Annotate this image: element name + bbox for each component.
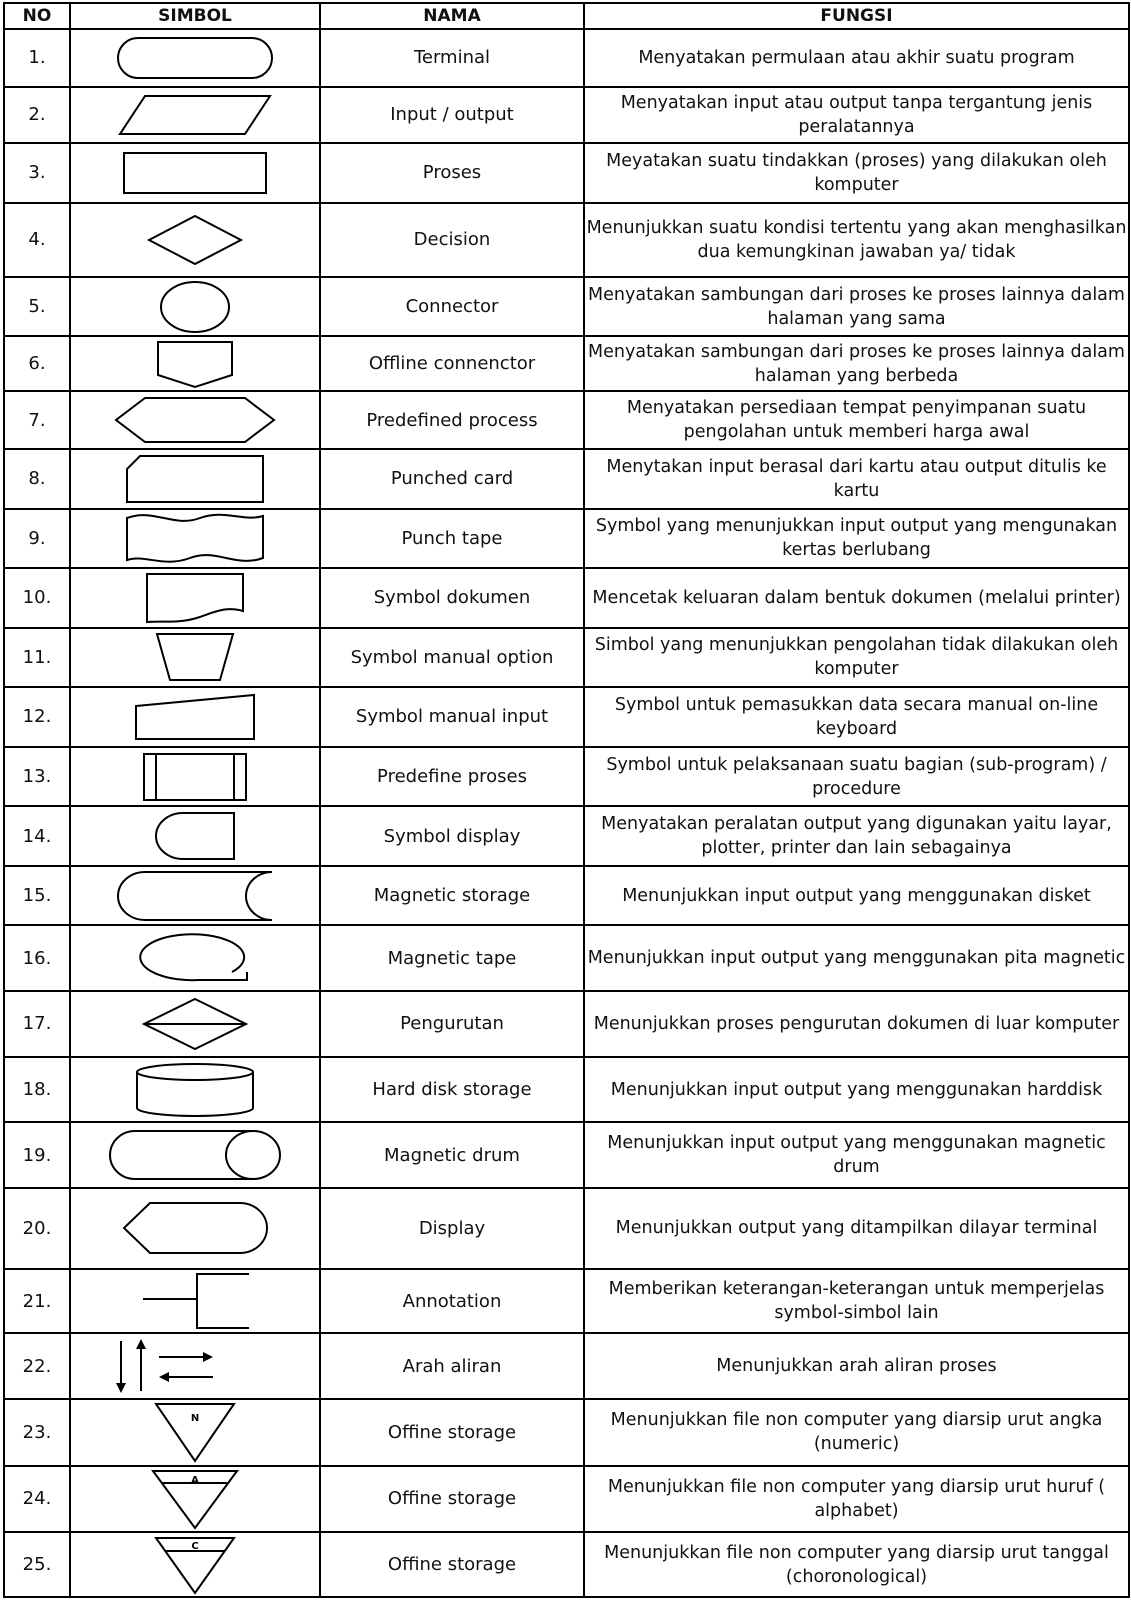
hard-disk-icon: [133, 1061, 257, 1119]
symbol-name: Punch tape: [320, 509, 584, 569]
symbol-name: Proses: [320, 143, 584, 203]
table-row: [4, 568, 1129, 628]
table-row: [4, 866, 1129, 926]
table-row: [4, 628, 1129, 688]
symbol-function: Meyatakan suatu tindakkan (proses) yang dilakukan oleh komputer: [584, 143, 1129, 203]
symbol-cell: [70, 866, 320, 926]
table-row: [4, 203, 1129, 278]
symbol-function: Menunjukkan input output yang menggunakan magnetic drum: [584, 1122, 1129, 1188]
table-row: [4, 806, 1129, 866]
symbol-function: Symbol yang menunjukkan input output yang mengunakan kertas berlubang: [584, 509, 1129, 569]
process-icon: [110, 150, 280, 196]
symbol-cell: [70, 568, 320, 628]
flow-arrows-icon: [115, 1337, 217, 1395]
magnetic-drum-icon: [107, 1128, 283, 1182]
symbol-cell: [70, 87, 320, 144]
offline-storage-a-icon: [150, 1468, 240, 1530]
symbol-name: Offine storage: [320, 1466, 584, 1533]
symbol-cell: [70, 806, 320, 866]
offline-storage-c-icon: [153, 1535, 237, 1595]
header-nama: NAMA: [320, 3, 584, 29]
storage-label: C: [191, 1540, 199, 1552]
terminal-icon: [110, 35, 280, 81]
symbol-function: Menyatakan sambungan dari proses ke proses lainnya dalam halaman yang sama: [584, 277, 1129, 336]
symbol-cell: [70, 277, 320, 336]
symbol-cell: [70, 1532, 320, 1597]
decision-icon: [145, 213, 245, 267]
row-number: 24.: [4, 1466, 70, 1533]
offline-storage-n-icon: [153, 1401, 237, 1463]
connector-icon: [158, 280, 232, 334]
row-number: 18.: [4, 1057, 70, 1123]
offpage-connector-icon: [155, 339, 235, 389]
symbol-name: Connector: [320, 277, 584, 336]
table-row: [4, 143, 1129, 203]
row-number: 5.: [4, 277, 70, 336]
row-number: 6.: [4, 336, 70, 392]
row-number: 23.: [4, 1399, 70, 1466]
symbol-function: Symbol untuk pelaksanaan suatu bagian (sub-program) / procedure: [584, 747, 1129, 807]
row-number: 4.: [4, 203, 70, 278]
table-row: [4, 1399, 1129, 1466]
table-row: [4, 991, 1129, 1057]
symbol-name: Symbol dokumen: [320, 568, 584, 628]
symbol-cell: [70, 1057, 320, 1123]
storage-label: A: [191, 1474, 199, 1486]
symbol-name: Annotation: [320, 1269, 584, 1334]
table-row: [4, 449, 1129, 509]
symbol-function: Menunjukkan proses pengurutan dokumen di luar komputer: [584, 991, 1129, 1057]
table-row: [4, 1532, 1129, 1597]
table-row: [4, 391, 1129, 449]
symbol-name: Decision: [320, 203, 584, 278]
header-fungsi: FUNGSI: [584, 3, 1129, 29]
symbol-cell: [70, 1188, 320, 1269]
row-number: 3.: [4, 143, 70, 203]
table-row: [4, 1466, 1129, 1533]
symbol-cell: [70, 1269, 320, 1334]
table-row: [4, 1269, 1129, 1334]
symbol-cell: [70, 1466, 320, 1533]
row-number: 22.: [4, 1333, 70, 1399]
symbol-function: Menunjukkan suatu kondisi tertentu yang akan menghasilkan dua kemungkinan jawaban ya/ tidak: [584, 203, 1129, 278]
table-row: [4, 1333, 1129, 1399]
symbol-cell: [70, 925, 320, 991]
symbol-cell: [70, 449, 320, 509]
table-row: [4, 747, 1129, 807]
symbol-cell: [70, 509, 320, 569]
symbol-function: Menytakan input berasal dari kartu atau output ditulis ke kartu: [584, 449, 1129, 509]
row-number: 19.: [4, 1122, 70, 1188]
row-number: 17.: [4, 991, 70, 1057]
table-row: [4, 277, 1129, 336]
manual-operation-icon: [154, 631, 236, 683]
document-icon: [143, 571, 247, 625]
symbol-cell: [70, 143, 320, 203]
row-number: 11.: [4, 628, 70, 688]
row-number: 9.: [4, 509, 70, 569]
symbol-name: Offline connenctor: [320, 336, 584, 392]
table-row: [4, 1188, 1129, 1269]
symbol-name: Symbol manual option: [320, 628, 584, 688]
symbol-function: Menunjukkan input output yang menggunakan harddisk: [584, 1057, 1129, 1123]
sort-icon: [140, 996, 250, 1052]
symbol-name: Offine storage: [320, 1532, 584, 1597]
symbol-function: Menunjukkan output yang ditampilkan dilayar terminal: [584, 1188, 1129, 1269]
symbol-function: Menyatakan input atau output tanpa tergantung jenis peralatannya: [584, 87, 1129, 144]
table-row: [4, 509, 1129, 569]
symbol-cell: [70, 687, 320, 747]
header-no: NO: [4, 3, 70, 29]
symbol-function: Simbol yang menunjukkan pengolahan tidak dilakukan oleh komputer: [584, 628, 1129, 688]
table-row: [4, 87, 1129, 144]
row-number: 25.: [4, 1532, 70, 1597]
symbol-name: Symbol manual input: [320, 687, 584, 747]
symbol-cell: [70, 29, 320, 87]
symbol-function: Menunjukkan file non computer yang diarsip urut huruf ( alphabet): [584, 1466, 1129, 1533]
manual-input-icon: [133, 692, 257, 742]
header-simbol: SIMBOL: [70, 3, 320, 29]
symbol-function: Menyatakan persediaan tempat penyimpanan suatu pengolahan untuk memberi harga awal: [584, 391, 1129, 449]
row-number: 15.: [4, 866, 70, 926]
symbol-function: Menyatakan sambungan dari proses ke proses lainnya dalam halaman yang berbeda: [584, 336, 1129, 392]
table-row: [4, 1122, 1129, 1188]
symbol-name: Magnetic tape: [320, 925, 584, 991]
symbol-cell: [70, 1122, 320, 1188]
row-number: 2.: [4, 87, 70, 144]
magnetic-storage-icon: [115, 869, 275, 923]
row-number: 21.: [4, 1269, 70, 1334]
row-number: 10.: [4, 568, 70, 628]
hexagon-icon: [113, 395, 277, 445]
display-icon: [120, 1200, 270, 1256]
symbol-function: Menunjukkan input output yang menggunakan pita magnetic: [584, 925, 1129, 991]
symbol-name: Arah aliran: [320, 1333, 584, 1399]
row-number: 20.: [4, 1188, 70, 1269]
table-row: [4, 1057, 1129, 1123]
symbol-cell: [70, 336, 320, 392]
symbol-name: Pengurutan: [320, 991, 584, 1057]
symbol-function: Memberikan keterangan-keterangan untuk memperjelas symbol-simbol lain: [584, 1269, 1129, 1334]
table-row: [4, 29, 1129, 87]
symbol-cell: [70, 991, 320, 1057]
symbol-name: Predefine proses: [320, 747, 584, 807]
punch-tape-icon: [124, 510, 266, 566]
predefined-process-icon: [141, 751, 249, 803]
symbol-name: Punched card: [320, 449, 584, 509]
symbol-cell: [70, 203, 320, 278]
symbol-cell: [70, 628, 320, 688]
symbol-function: Symbol untuk pemasukkan data secara manual on-line keyboard: [584, 687, 1129, 747]
row-number: 14.: [4, 806, 70, 866]
table-row: [4, 925, 1129, 991]
symbol-cell: [70, 391, 320, 449]
table-header-row: [4, 3, 1129, 29]
symbol-name: Magnetic storage: [320, 866, 584, 926]
symbol-name: Terminal: [320, 29, 584, 87]
symbol-name: Display: [320, 1188, 584, 1269]
symbol-function: Menunjukkan file non computer yang diarsip urut angka (numeric): [584, 1399, 1129, 1466]
symbol-cell: [70, 747, 320, 807]
table-row: [4, 687, 1129, 747]
row-number: 12.: [4, 687, 70, 747]
symbol-function: Menyatakan permulaan atau akhir suatu program: [584, 29, 1129, 87]
symbol-function: Menunjukkan file non computer yang diarsip urut tanggal (choronological): [584, 1532, 1129, 1597]
symbol-cell: [70, 1399, 320, 1466]
symbol-name: Input / output: [320, 87, 584, 144]
symbol-function: Menunjukkan input output yang menggunakan disket: [584, 866, 1129, 926]
symbol-name: Predefined process: [320, 391, 584, 449]
symbol-cell: [70, 1333, 320, 1399]
symbol-function: Mencetak keluaran dalam bentuk dokumen (melalui printer): [584, 568, 1129, 628]
symbol-name: Magnetic drum: [320, 1122, 584, 1188]
symbol-function: Menyatakan peralatan output yang digunakan yaitu layar, plotter, printer dan lain sebagainya: [584, 806, 1129, 866]
symbol-name: Hard disk storage: [320, 1057, 584, 1123]
input-output-icon: [110, 93, 280, 137]
symbol-name: Symbol display: [320, 806, 584, 866]
row-number: 1.: [4, 29, 70, 87]
row-number: 7.: [4, 391, 70, 449]
storage-label: N: [190, 1413, 200, 1425]
punched-card-icon: [124, 453, 266, 505]
annotation-icon: [139, 1271, 251, 1331]
magnetic-tape-icon: [139, 930, 251, 986]
display-symbol-icon: [153, 810, 237, 862]
table-row: [4, 336, 1129, 392]
symbol-name: Offine storage: [320, 1399, 584, 1466]
symbol-function: Menunjukkan arah aliran proses: [584, 1333, 1129, 1399]
row-number: 8.: [4, 449, 70, 509]
flowchart-symbol-table: [3, 2, 1130, 1598]
row-number: 16.: [4, 925, 70, 991]
row-number: 13.: [4, 747, 70, 807]
